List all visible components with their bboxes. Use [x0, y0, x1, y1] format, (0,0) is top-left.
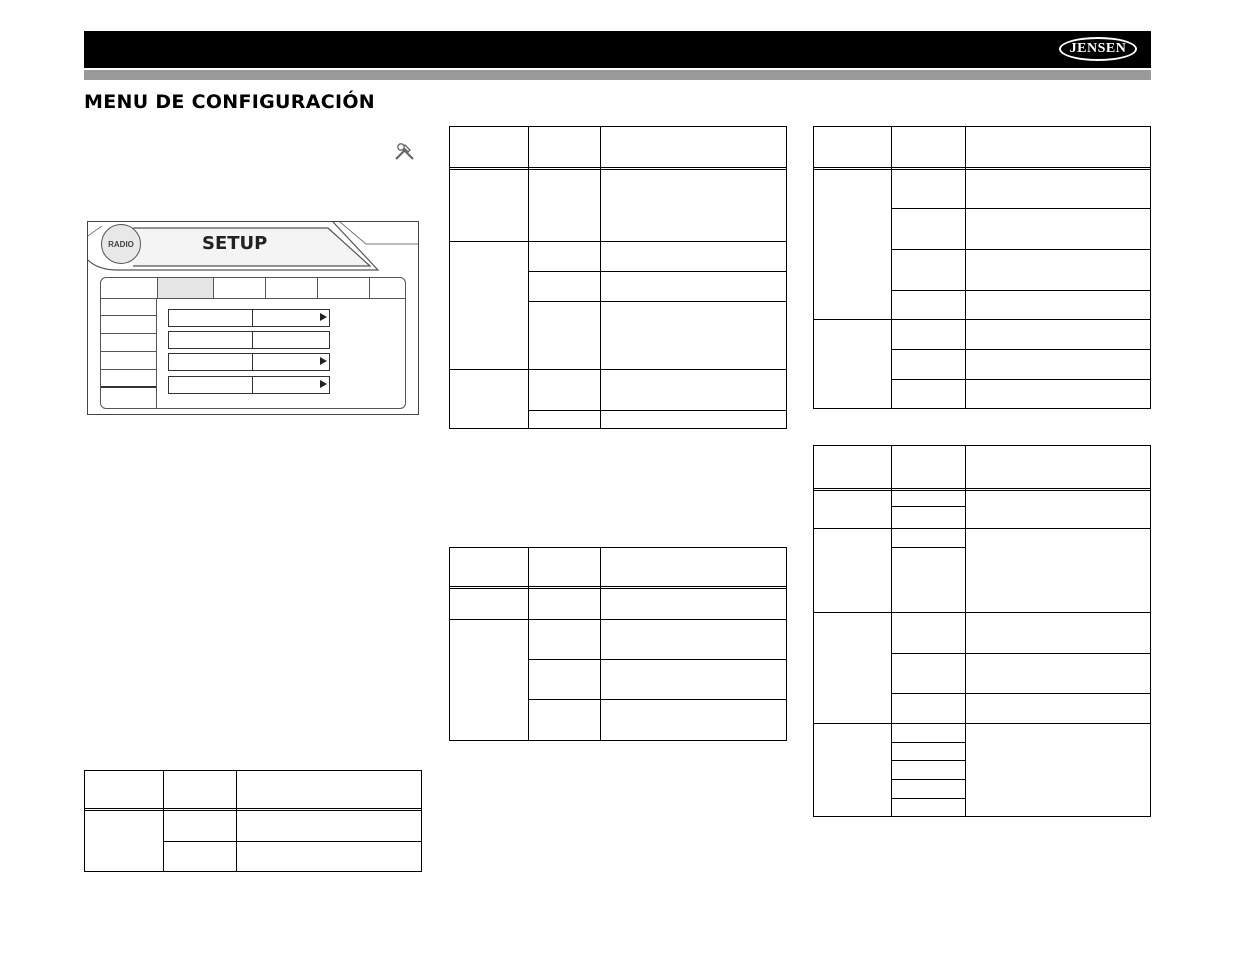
play-arrow-icon [320, 380, 327, 388]
settings-table-d [813, 126, 1151, 409]
option-row-4[interactable] [168, 376, 330, 394]
header-bar [84, 31, 1151, 68]
option-row-2[interactable] [168, 331, 330, 349]
settings-table-c [449, 547, 787, 741]
page-title: MENU DE CONFIGURACIÓN [84, 91, 375, 113]
side-menu [101, 298, 157, 408]
side-item-2[interactable] [101, 316, 156, 334]
brand-text: JENSEN [1069, 41, 1127, 56]
side-item-5[interactable] [101, 370, 156, 388]
setup-screen [87, 221, 419, 415]
tab-1[interactable] [101, 278, 158, 298]
play-arrow-icon [320, 357, 327, 365]
side-item-1[interactable] [101, 298, 156, 316]
settings-panel [100, 277, 406, 409]
settings-table-a [84, 770, 422, 872]
radio-button[interactable] [101, 224, 141, 264]
tab-3[interactable] [214, 278, 266, 298]
jensen-logo [1059, 37, 1137, 61]
side-item-3[interactable] [101, 334, 156, 352]
tools-icon [393, 142, 417, 162]
option-row-3[interactable] [168, 353, 330, 371]
side-item-4[interactable] [101, 352, 156, 370]
tab-4[interactable] [266, 278, 318, 298]
tab-5[interactable] [318, 278, 370, 298]
play-arrow-icon [320, 313, 327, 321]
tab-2-active[interactable] [158, 278, 214, 298]
setup-title: SETUP [202, 233, 268, 254]
settings-table-b [449, 126, 787, 429]
tab-6[interactable] [370, 278, 405, 298]
header-subbar [84, 70, 1151, 80]
radio-label: RADIO [108, 239, 134, 249]
settings-table-e [813, 445, 1151, 817]
option-row-1[interactable] [168, 309, 330, 327]
tab-row [101, 278, 405, 299]
